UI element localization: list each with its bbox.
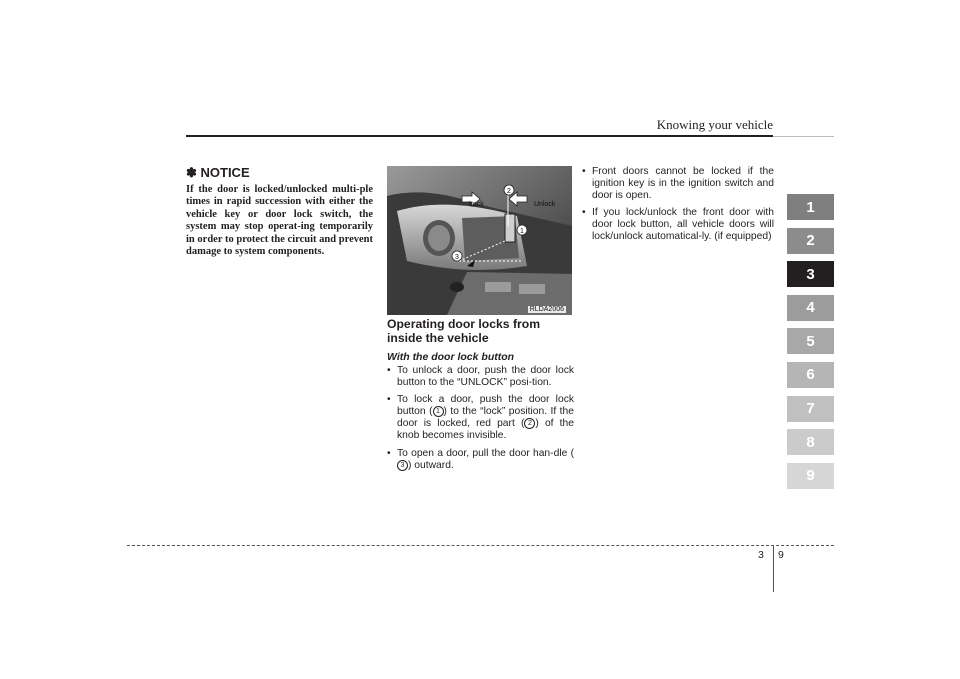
list-item <box>582 166 774 202</box>
header-rule <box>186 135 773 137</box>
lock-label: Lock <box>469 201 484 208</box>
footer-divider <box>773 546 774 592</box>
bullet-text: To lock a door, push the door lock button ( <box>397 394 574 418</box>
unlock-label: Unlock <box>534 201 556 208</box>
section-title: Operating door locks from inside the vehicle <box>387 317 541 345</box>
bullet-text: To open a door, pull the door han-dle ( <box>397 447 574 459</box>
notice-box <box>186 165 373 258</box>
callout-1: 1 <box>520 228 524 235</box>
running-header: Knowing your vehicle <box>656 117 773 132</box>
door-lock-bullets <box>387 365 574 472</box>
chapter-tab-9[interactable]: 9 <box>787 463 834 489</box>
callout-3: 3 <box>455 254 459 261</box>
bullet-text: Front doors cannot be locked if the ignition key is in the ignition switch and door is open. <box>592 166 774 202</box>
chapter-tab-4[interactable]: 4 <box>787 295 834 321</box>
door-locks-section <box>387 318 574 477</box>
right-column <box>582 166 774 249</box>
right-bullets <box>582 166 774 244</box>
door-panel-drawing <box>387 166 572 315</box>
bullet-text: If you lock/unlock the front door with door lock button, all vehicle doors will lock/unlock automatical-ly. (if equipped) <box>592 207 774 243</box>
chapter-tabs <box>787 194 834 496</box>
callout-ref-3: 3 <box>397 460 408 471</box>
list-item <box>387 365 574 389</box>
chapter-tab-7[interactable]: 7 <box>787 396 834 422</box>
chapter-tab-3[interactable]: 3 <box>787 261 834 287</box>
callout-ref-2: 2 <box>524 418 535 429</box>
bullet-text: To unlock a door, push the door lock button to the “UNLOCK” posi-tion. <box>397 365 574 389</box>
callout-ref-1: 1 <box>433 406 444 417</box>
list-item <box>387 448 574 472</box>
footer-rule <box>127 545 834 546</box>
notice-title: ✽ NOTICE <box>186 165 250 180</box>
door-handle-illustration <box>387 166 572 315</box>
list-item <box>387 394 574 442</box>
chapter-tab-6[interactable]: 6 <box>787 362 834 388</box>
bullet-text: ) outward. <box>408 459 454 471</box>
header-rule-extension <box>773 136 834 137</box>
chapter-tab-1[interactable]: 1 <box>787 194 834 220</box>
chapter-tab-2[interactable]: 2 <box>787 228 834 254</box>
bullet-text: ) of the knob becomes invisible. <box>397 418 574 442</box>
chapter-tab-8[interactable]: 8 <box>787 429 834 455</box>
bullet-text: ) to the “lock” position. If the door is locked, red part ( <box>397 406 574 430</box>
callout-2: 2 <box>507 188 511 195</box>
chapter-number: 3 <box>758 549 764 561</box>
page-number: 9 <box>778 549 784 561</box>
chapter-tab-5[interactable]: 5 <box>787 328 834 354</box>
figure-code: RLDA2006 <box>529 306 564 313</box>
notice-body: If the door is locked/unlocked multi-ple times in rapid succession with either the vehicle key or door lock switch, the system may stop operat-ing temporarily in order to protect the circuit and prevent damage to system components. <box>186 184 373 258</box>
list-item <box>582 207 774 243</box>
section-subhead: With the door lock button <box>387 351 515 363</box>
